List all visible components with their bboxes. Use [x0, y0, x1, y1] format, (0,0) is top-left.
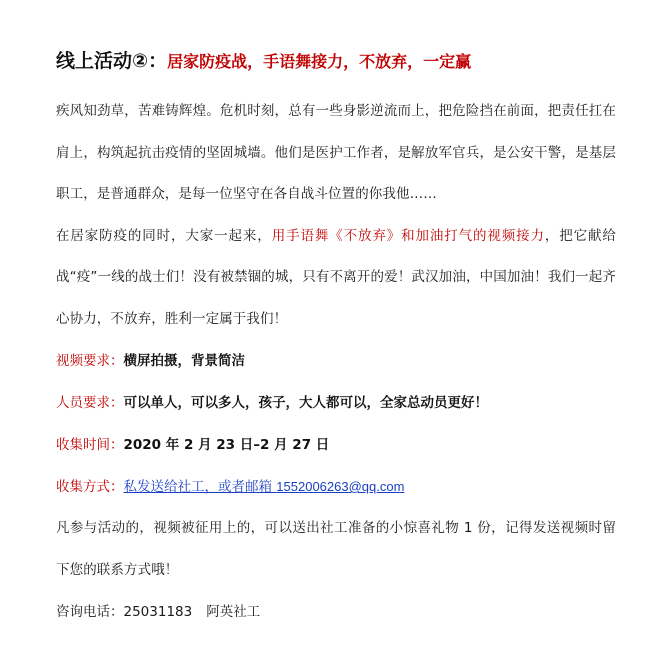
collection-method-link-text: 私发送给社工，或者邮箱: [123, 479, 277, 495]
call-text-after: ，把它献给战“疫”一线的战士们！没有被禁锢的城，只有不离开的爱！武汉加油，中国加油！我们一起齐心协力，不放弃，胜利一定属于我们！: [56, 227, 617, 327]
activity-slogan: 居家防疫战，手语舞接力，不放弃，一定赢: [167, 52, 472, 71]
people-requirement: [56, 382, 616, 424]
activity-heading: [56, 46, 616, 77]
collection-method-label: 收集方式：: [56, 479, 124, 495]
activity-title: 线上活动②：: [56, 50, 168, 72]
call-paragraph: [56, 216, 616, 341]
contact-name: 阿英社工: [206, 604, 261, 620]
call-highlight: 用手语舞《不放弃》和加油打气的视频接力: [271, 227, 545, 244]
collection-method-link[interactable]: [124, 479, 405, 495]
people-requirement-label: 人员要求：: [56, 395, 124, 411]
video-requirement-label: 视频要求：: [56, 353, 124, 369]
collection-time-label: 收集时间：: [56, 437, 124, 453]
collection-email: 1552006263@qq.com: [276, 479, 405, 494]
reward-paragraph: 凡参与活动的，视频被征用上的，可以送出社工准备的小惊喜礼物 1 份，记得发送视频时留下您的联系方式哦！: [56, 520, 616, 578]
contact-line: [56, 591, 616, 633]
activity-notice: [56, 46, 616, 633]
video-requirement-value: 横屏拍摄，背景简洁: [123, 353, 245, 369]
intro-paragraph: 疾风知劲草，苦难铸辉煌。危机时刻，总有一些身影逆流而上，把危险挡在前面，把责任扛在肩上，构筑起抗击疫情的坚固城墙。他们是医护工作者，是解放军官兵，是公安干警，是基层职工，是普通群众，是每一位坚守在各自战斗位置的你我他……: [56, 103, 616, 202]
collection-method: [56, 466, 616, 508]
contact-phone: 25031183: [123, 604, 193, 620]
people-requirement-value: 可以单人，可以多人，孩子，大人都可以，全家总动员更好！: [123, 395, 488, 411]
video-requirement: [56, 340, 616, 382]
collection-time: [56, 424, 616, 466]
contact-label: 咨询电话：: [56, 604, 124, 620]
call-text-before: 在居家防疫的同时，大家一起来，: [56, 227, 272, 244]
collection-time-value: 2020 年 2 月 23 日–2 月 27 日: [123, 437, 330, 453]
